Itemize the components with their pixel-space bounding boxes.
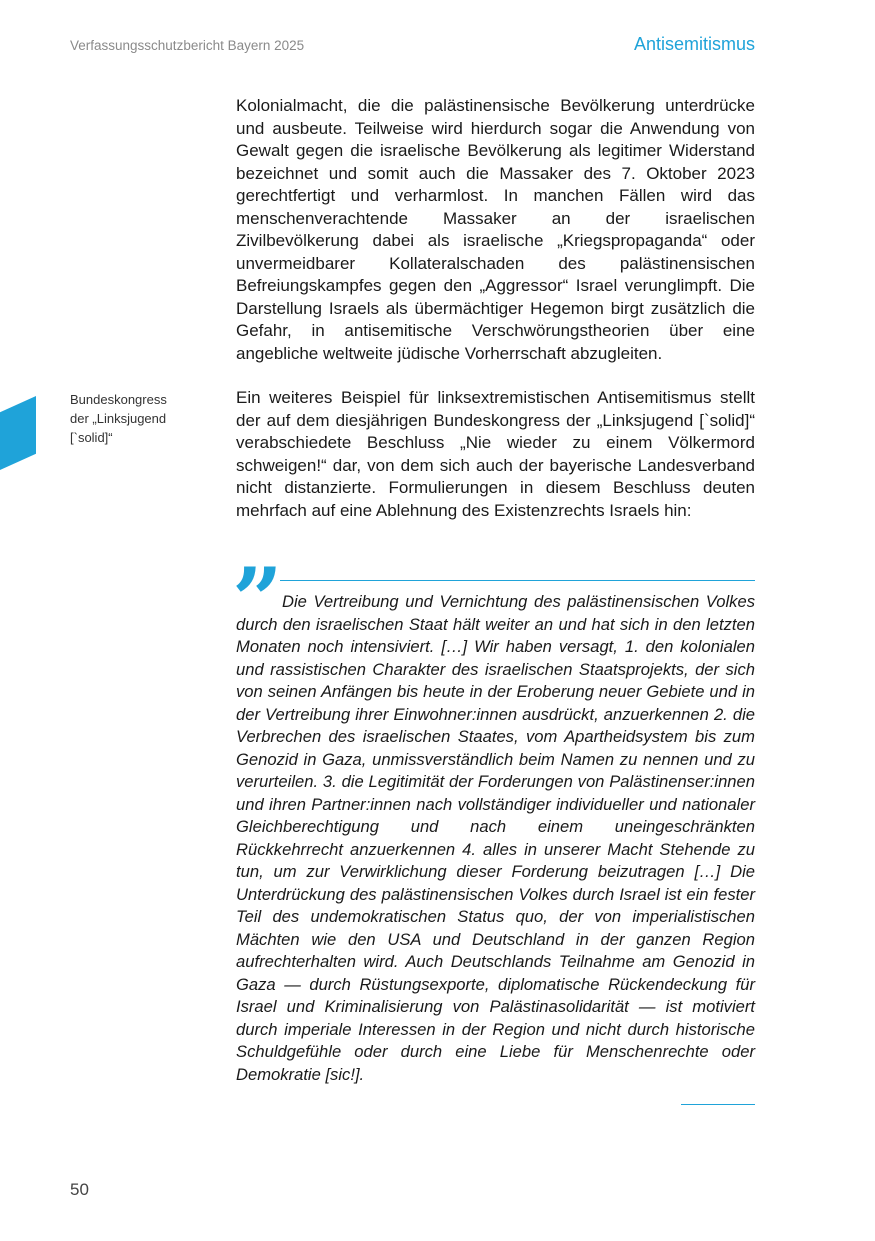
block-quote: Die Vertreibung und Vernichtung des palästinensischen Volkes durch den israelischen Staat hält weiter an und hat sich in den letzten Monaten noch intensiviert. […] Wir haben versagt, 1. den kolonialen und rassistischen Charakter des israelischen Staatsprojekts, der sich von seinen Anfängen bis heute in der Eroberung neuer Gebiete und in der Vertreibung ihrer Einwohner:innen ausdrückt, anzuerkennen 2. die Verbrechen des israelischen Staates, vom Apartheidsystem bis zum Genozid in Gaza, unmissverständlich beim Namen zu nennen und zu verurteilen. 3. die Legitimität der Forderungen von Palästinenser:innen und ihren Partner:innen nach vollständiger individueller und nationaler Gleichberechtigung und nach einem uneingeschränkten Rückkehrrecht anzuerkennen 4. alles in unserer Macht Stehende zu tun, um zur Verwirklichung dieser Forderung beizutragen […] Die Unterdrückung des palästinensischen Volkes durch Israel ist ein fester Teil des undemokratischen Status quo, der von imperialistischen Mächten wie den USA und Deutschland in der ganzen Region aufrechterhalten wird. Auch Deutschlands Teilnahme am Genozid in Gaza — durch Rüstungsexporte, diplomatische Rückendeckung für Israel und Kriminalisierung von Palästinasolidarität — ist motiviert durch imperiale Interessen in der Region und nicht durch historische Schuldgefühle oder durch eine Liebe für Menschenrechte oder Demokratie [sic!]. (236, 592, 755, 1084)
margin-note-line: der „Linksjugend (70, 411, 167, 426)
quotation-mark-icon: ” (232, 548, 283, 652)
quote-bottom-rule (681, 1104, 755, 1105)
page-number: 50 (70, 1180, 89, 1199)
margin-note-line: [`solid]“ (70, 430, 113, 445)
body-paragraph: Ein weiteres Beispiel für linksextremistischen Antisemitismus stellt der auf dem diesjährigen Bundeskongress der „Linksjugend [`solid]“ verabschiedete Beschluss „Nie wieder zu einem Völkermord schweigen!“ dar, von dem sich auch der bayerische Landesverband nicht distanzierte. Formulierungen in diesem Beschluss deuten mehrfach auf eine Ablehnung des Existenzrechts Israels hin: (236, 388, 755, 520)
running-header-title: Verfassungsschutzbericht Bayern 2025 (70, 38, 305, 53)
quote-top-rule (280, 580, 755, 581)
section-tab-marker (0, 396, 36, 470)
body-paragraph: Kolonialmacht, die die palästinensische Bevölkerung unterdrücke und ausbeute. Teilweise wird hierdurch sogar die Anwendung von Gewalt gegen die israelische Bevölkerung als legitimer Widerstand bezeichnet und somit auch die Massaker des 7. Oktober 2023 gerechtfertigt und verharmlost. In manchen Fällen wird das menschenverachtende Massaker an der israelischen Zivilbevölkerung dabei als israelische „Kriegspropaganda“ oder unvermeidbarer Kollateralschaden des palästinensischen Befreiungskampfes gegen den „Aggressor“ Israel verunglimpft. Die Darstellung Israels als übermächtiger Hegemon birgt zusätzlich die Gefahr, in antisemitische Verschwörungstheorien über eine angebliche weltweite jüdische Vorherrschaft abzugleiten. (236, 96, 755, 363)
margin-note (70, 390, 200, 447)
running-header-section: Antisemitismus (633, 34, 755, 54)
margin-note-line: Bundeskongress (70, 392, 167, 407)
